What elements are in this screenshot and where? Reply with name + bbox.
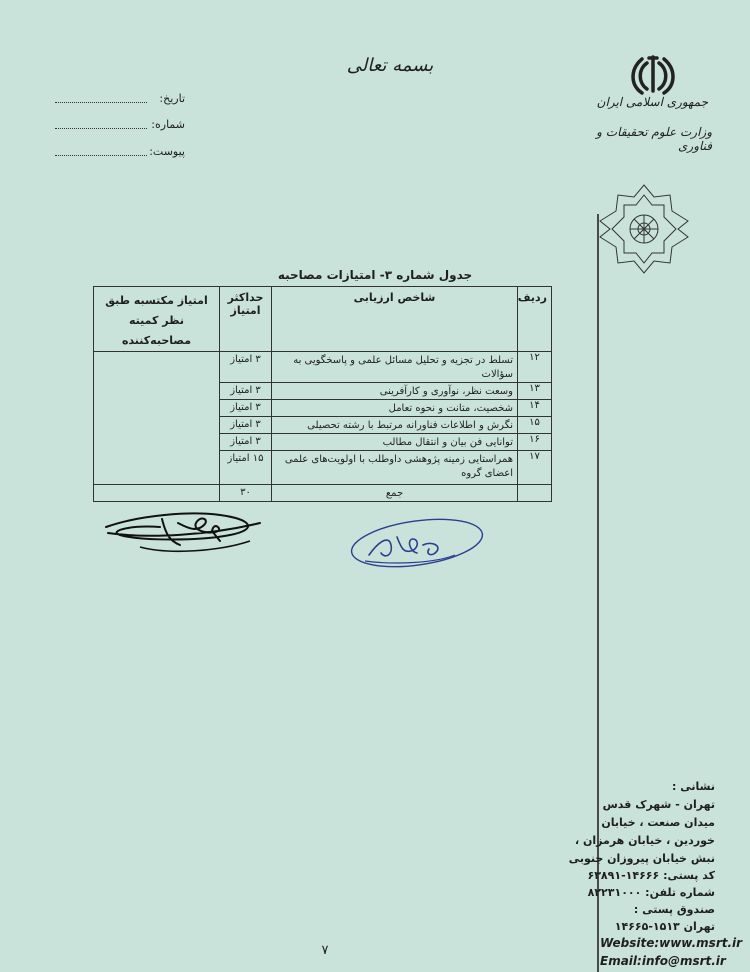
website-link[interactable]: Website:www.msrt.ir (600, 936, 743, 950)
email-link[interactable]: Email:info@msrt.ir (600, 954, 726, 968)
row-max-score: ۳ امتیاز (220, 400, 272, 417)
row-number: ۱۶ (518, 434, 552, 451)
table-row (94, 352, 552, 383)
date-field (55, 92, 185, 106)
total-value: ۳۰ (220, 485, 272, 502)
header-row-number: ردیف (518, 287, 552, 352)
header-criterion: شاخص ارزیابی (272, 287, 518, 352)
header-max-score: حداکثر امتیاز (220, 287, 272, 352)
total-earned-cell (94, 485, 220, 502)
row-max-score: ۱۵ امتیاز (220, 451, 272, 485)
table-header-row (94, 287, 552, 352)
total-label: جمع (272, 485, 518, 502)
phone-number: شماره تلفن: ۸۲۲۳۱۰۰۰ (587, 886, 715, 899)
row-max-score: ۳ امتیاز (220, 417, 272, 434)
row-criterion: تسلط در تجزیه و تحلیل مسائل علمی و پاسخگویی به سؤالات (272, 352, 518, 383)
row-number: ۱۷ (518, 451, 552, 485)
total-row-number-cell (518, 485, 552, 502)
number-line (55, 128, 147, 129)
signature-right (345, 515, 485, 570)
attachment-line (55, 155, 147, 156)
attachment-field (55, 145, 185, 159)
attachment-label: پیوست: (149, 145, 185, 158)
row-max-score: ۳ امتیاز (220, 383, 272, 400)
row-number: ۱۴ (518, 400, 552, 417)
postal-code: کد پستی: ۱۴۶۶۶-۶۳۸۹۱ (587, 869, 715, 882)
date-line (55, 102, 147, 103)
ministry-name: وزارت علوم تحقیقات و فناوری (596, 125, 712, 153)
date-label: تاریخ: (159, 92, 185, 105)
po-box-value: تهران ۱۵۱۳-۱۴۶۶۵ (614, 920, 715, 933)
row-criterion: شخصیت، متانت و نحوه تعامل (272, 400, 518, 417)
interview-scores-table (93, 286, 552, 502)
table-total-row (94, 485, 552, 502)
number-label: شماره: (151, 118, 185, 131)
signature-left (100, 505, 270, 565)
row-criterion: نگرش و اطلاعات فناورانه مرتبط با رشته تحصیلی (272, 417, 518, 434)
row-number: ۱۲ (518, 352, 552, 383)
page-number: ۷ (321, 943, 329, 958)
row-criterion: وسعت نظر، نوآوری و کارآفرینی (272, 383, 518, 400)
row-max-score: ۳ امتیاز (220, 352, 272, 383)
po-box-label: صندوق پستی : (633, 903, 715, 916)
government-name: جمهوری اسلامی ایران (596, 95, 708, 109)
row-max-score: ۳ امتیاز (220, 434, 272, 451)
row-number: ۱۵ (518, 417, 552, 434)
bismillah-heading: بسمه تعالی (346, 55, 434, 76)
header-earned-score: امتیاز مکتسبه طبق نظر کمیته مصاحبه‌کننده (94, 287, 220, 352)
address-label: نشانی : (672, 780, 715, 793)
address-line: تهران - شهرک قدس (602, 798, 715, 811)
address-line: میدان صنعت ، خیابان (601, 816, 715, 829)
number-field (55, 118, 185, 132)
row-criterion: توانایی فن بیان و انتقال مطالب (272, 434, 518, 451)
earned-score-cell (94, 352, 220, 485)
row-number: ۱۳ (518, 383, 552, 400)
address-line: خوردین ، خیابان هرمزان ، (575, 834, 715, 847)
table-title: جدول شماره ۳- امتیازات مصاحبه (277, 268, 473, 282)
address-line: نبش خیابان پیروزان جنوبی (568, 852, 715, 865)
row-criterion: همراستایی زمینه پژوهشی داوطلب با اولویت‌های علمی اعضای گروه (272, 451, 518, 485)
iran-emblem-icon (628, 55, 678, 95)
ornament-medallion-icon (598, 183, 690, 275)
